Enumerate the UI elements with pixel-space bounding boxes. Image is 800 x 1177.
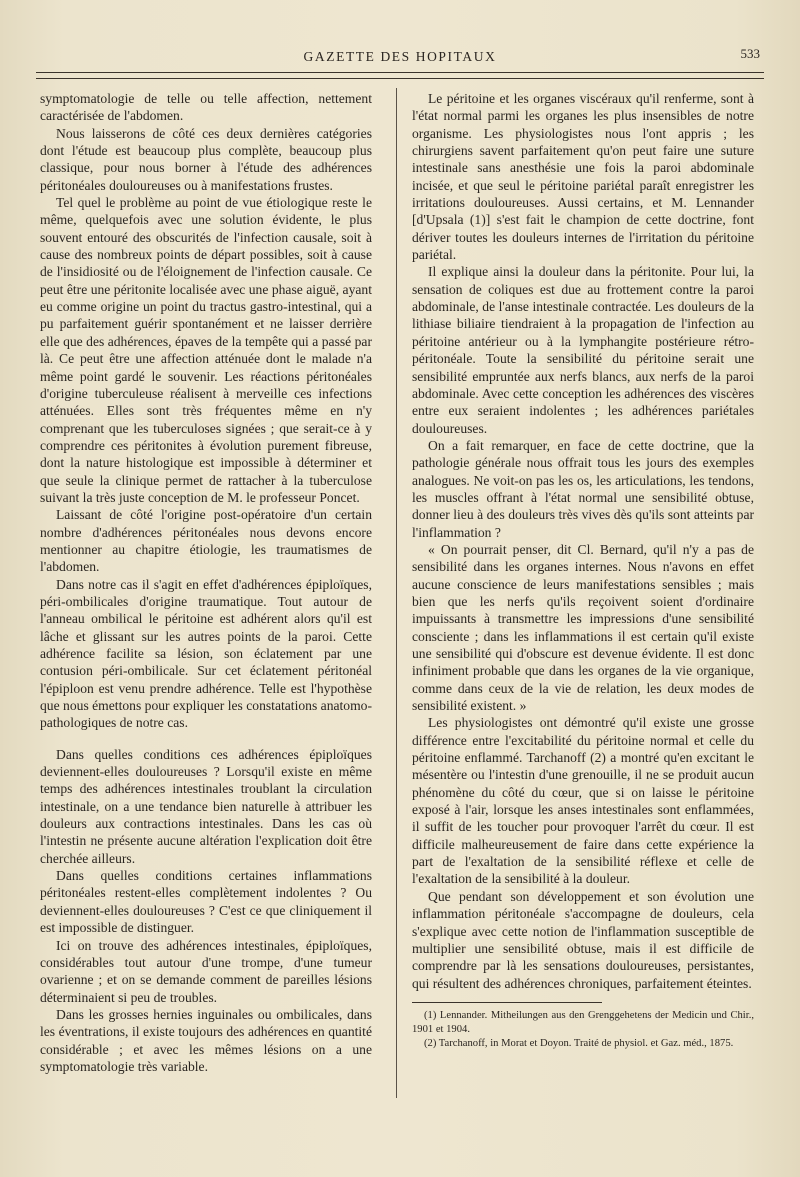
paragraph: Dans les grosses hernies inguinales ou ombilicales, dans les éventrations, il existe toujours des adhérences en quantité considérable ; et avec les mêmes lésions on a une symptomatologie très variable. [40, 1006, 372, 1074]
paragraph: Dans quelles conditions certaines inflammations péritonéales restent-elles complètement indolentes ? Ou deviennent-elles douloureuses ? C'est ce que cliniquement il est impossible de distinguer. [40, 868, 372, 936]
paragraph: Les physiologistes ont démontré qu'il existe une grosse différence entre l'excitabilité du péritoine normal et celle du péritoine enflammé. Tarchanoff (2) a montré qu'en excitant le mésentère ou l'intestin d'une grenouille, il ne se produit aucun phénomène du côté du cœur, que si on laisse le péritoine exposé à l'air, lorsque les anses intestinales sont enflammées, il suffit de les toucher pour provoquer l'arrêt du cœur. Il est difficile malheureusement de faire dans cette expérience la part de l'exaltation de la sensibilité réflexe et celle de l'exaltation de la sensibilité à la douleur. [412, 715, 754, 887]
paragraph: Nous laisserons de côté ces deux dernières catégories dont l'étude est beaucoup plus complète, beaucoup plus classique, pour nous borner à l'étude des adhérences péritonéales douloureuses ou à manifestations frustes. [40, 125, 372, 193]
paragraph: Laissant de côté l'origine post-opératoire d'un certain nombre d'adhérences péritonéales nous devons encore mentionner au chapitre étiologie, les traumatismes de l'abdomen. [40, 507, 372, 575]
running-head [40, 46, 760, 68]
paragraph: Le péritoine et les organes viscéraux qu'il renferme, sont à l'état normal parmi les organes les plus insensibles de notre organisme. Les physiologistes nous l'ont appris ; les chirurgiens savent parfaitement qu'on peut faire une suture intestinale sans anesthésie une fois la paroi abdominale incisée, et que seul le péritoine pariétal paraît enregistrer les irritations douloureuses. Aussi certains, et M. Lennander [d'Upsala (1)] s'est fait le champion de cette doctrine, font dériver toutes les douleurs internes de l'irritation du péritoine pariétal. [412, 91, 754, 263]
column-divider [396, 88, 397, 1098]
journal-title: GAZETTE DES HOPITAUX [303, 49, 497, 64]
right-column [412, 90, 754, 1051]
paragraph: Il explique ainsi la douleur dans la péritonite. Pour lui, la sensation de coliques est due au frottement contre la paroi abdominale, de l'anse intestinale contractée. Les douleurs de la lithiase biliaire tiendraient à la propagation de l'infection au péritoine antérieur ou à la lymphangite postérieure rétro-péritonéale. Toute la sensibilité du péritoine serait une sensibilité empruntée aux nerfs blancs, aux nerfs de la paroi abdominale. Avec cette conception les adhérences des viscères entre eux seraient indolentes ; les adhérences pariétales douloureuses. [412, 264, 754, 436]
footnotes [412, 1009, 754, 1051]
paragraph: Tel quel le problème au point de vue étiologique reste le même, quelquefois avec une solution évidente, le plus souvent entouré des obscurités de l'infection causale, soit à cause des nombreux points de départ possibles, soit à cause de l'insidiosité ou de l'éloignement de l'infection causale. Ce peut être une péritonite localisée avec une phase aiguë, ayant eu comme origine un point du tractus gastro-intestinal, qui a pu parfaitement guérir spontanément et ne laisser derrière elle que des adhérences, épaves de la tempête qui a passé par là. Ce peut être une affection atténuée dont le malade n'a même point gardé le souvenir. Les réactions péritonéales d'origine tuberculeuse réalisent à merveille ces infections atténuées. Elles sont très fréquentes même en n'y comprenant que les tuberculoses signées ; que serait-ce à y comprendre ces péritonites à évolution purement fibreuse, dont la nature histologique est impossible à déterminer et que seule la clinique permet de rattacher à la tuberculose suivant la très juste conception de M. le professeur Poncet. [40, 195, 372, 505]
left-column [40, 90, 372, 1075]
footnote: (2) Tarchanoff, in Morat et Doyon. Traité de physiol. et Gaz. méd., 1875. [424, 1037, 734, 1049]
paragraph: Dans notre cas il s'agit en effet d'adhérences épiploïques, péri-ombilicales d'origine traumatique. Tout autour de l'anneau ombilical le péritoine est adhérent alors qu'il est lâche et glissant sur les autres points de la paroi. Cette adhérence facilite sa lésion, son éclatement par une contusion péri-ombilicale. Sur cet éclatement péritonéal l'épiploon est venu prendre adhérence. Telle est l'hypothèse que nous émettons pour expliquer les constatations anatomo-pathologiques de notre cas. [40, 576, 372, 731]
paragraph: On a fait remarquer, en face de cette doctrine, que la pathologie générale nous offrait tous les jours des exemples analogues. Ne voit-on pas les os, les articulations, les tendons, les muscles offrant à l'état normal une sensibilité obtuse, donner lieu à des douleurs très vives dès qu'ils sont atteints par l'inflammation ? [412, 437, 754, 540]
header-double-rule [36, 72, 764, 79]
paragraph: « On pourrait penser, dit Cl. Bernard, qu'il n'y a pas de sensibilité dans les organes internes. Nous n'avons en effet aucune conscience de leurs manifestations sensibles ; mais bien que les nerfs qu'ils reçoivent soient d'ordinaire impuissants à transmettre les impressions d'une sensibilité consciente ; dans les inflammations il est certain qu'il existe une sensibilité qui d'obscure est devenue évidente. Il est donc infiniment probable que dans les organes de la vie organique, comme dans ceux de la vie de relation, les deux modes de sensibilité existent. » [412, 541, 754, 714]
paragraph: Ici on trouve des adhérences intestinales, épiploïques, considérables tout autour d'une trompe, d'une tumeur ovarienne ; et on se demande comment de pareilles lésions déterminaient si peu de troubles. [40, 937, 372, 1005]
footnote-rule [412, 1002, 602, 1003]
paragraph: Que pendant son développement et son évolution une inflammation péritonéale s'accompagne de douleurs, cela s'explique avec cette notion de l'inflammation susceptible de multiplier une sensibilité obtuse, mais il est difficile de comprendre par là les sensations douloureuses, persistantes, qui résultent des adhérences chroniques, parfaitement éteintes. [412, 888, 754, 991]
footnote: (1) Lennander. Mitheilungen aus den Grenggehetens der Medicin und Chir., 1901 et 1904. [412, 1009, 754, 1035]
paragraph: Dans quelles conditions ces adhérences épiploïques deviennent-elles douloureuses ? Lorsqu'il existe en même temps des adhérences intestinales troublant la circulation intestinale, on a une tendance bien naturelle à attribuer les douleurs aux contractions intestinales. Dans les cas où l'intestin ne présente aucune altération l'explication doit être cherchée ailleurs. [40, 746, 372, 866]
paragraph: symptomatologie de telle ou telle affection, nettement caractérisée de l'abdomen. [40, 91, 372, 124]
page-number: 533 [740, 46, 760, 61]
